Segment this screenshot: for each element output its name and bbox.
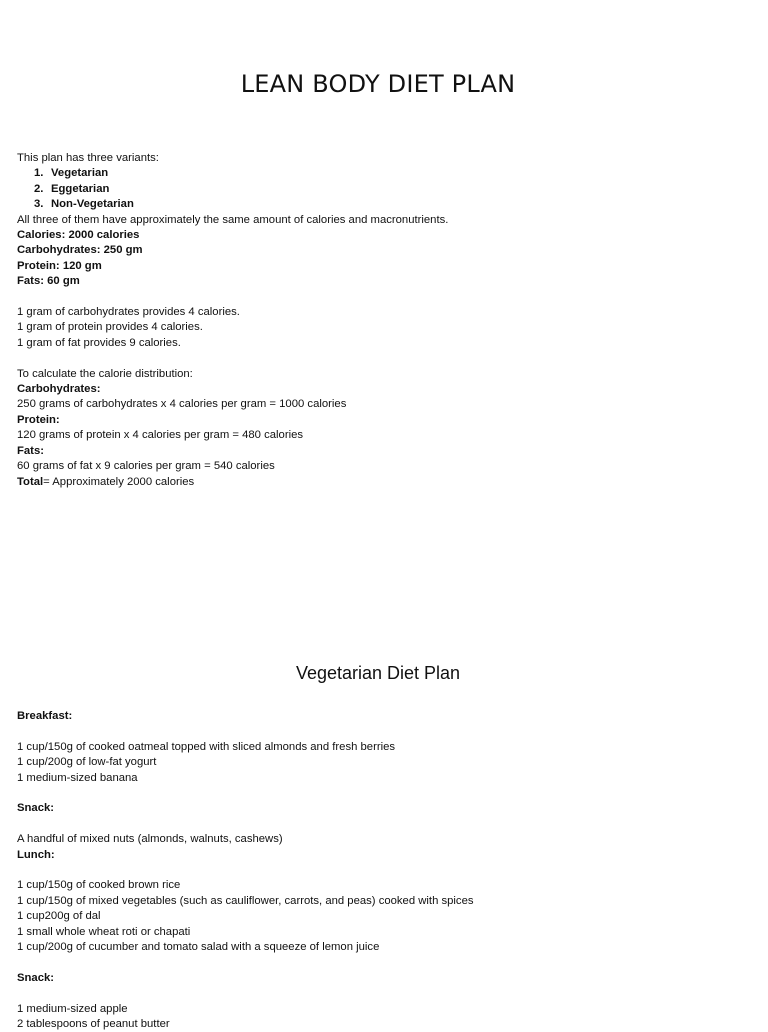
snack-label: Snack:	[17, 971, 55, 984]
list-item: 3. Non-Vegetarian	[34, 198, 134, 211]
carb-calc: 250 grams of carbohydrates x 4 calories per gram = 1000 calories	[17, 398, 347, 411]
per-gram-line: 1 gram of carbohydrates provides 4 calories.	[17, 306, 240, 319]
protein-calc: 120 grams of protein x 4 calories per gram = 480 calories	[17, 429, 304, 442]
fats-label: Fats:	[17, 444, 44, 457]
list-item: 2 tablespoons of peanut butter	[17, 1018, 170, 1031]
protein-line: Protein: 120 gm	[17, 259, 102, 272]
veg-plan-section	[17, 709, 747, 1032]
list-item: 2. Eggetarian	[34, 182, 110, 195]
fats-calc: 60 grams of fat x 9 calories per gram = 540 calories	[17, 460, 275, 473]
per-gram-line: 1 gram of protein provides 4 calories.	[17, 321, 203, 334]
snack-label: Snack:	[17, 802, 55, 815]
calories-line: Calories: 2000 calories	[17, 229, 140, 242]
page-title: LEAN BODY DIET PLAN	[240, 70, 516, 98]
carb-label: Carbohydrates:	[17, 383, 101, 396]
list-item: 1 cup/150g of cooked oatmeal topped with sliced almonds and fresh berries	[17, 740, 396, 753]
list-item: 1 medium-sized apple	[17, 1002, 128, 1015]
list-item: 1 cup/150g of cooked brown rice	[17, 879, 181, 892]
list-item: A handful of mixed nuts (almonds, walnuts, cashews)	[17, 833, 283, 846]
total-label: Total	[17, 475, 44, 488]
intro-text: This plan has three variants:	[17, 152, 159, 164]
list-item: 1 cup/150g of mixed vegetables (such as cauliflower, carrots, and peas) cooked with spices	[17, 894, 474, 907]
list-item: 1 cup/200g of cucumber and tomato salad with a squeeze of lemon juice	[17, 941, 380, 954]
overview-section	[17, 151, 747, 490]
total-value: = Approximately 2000 calories	[43, 475, 195, 488]
list-item: 1 medium-sized banana	[17, 771, 138, 784]
veg-plan-title: Vegetarian Diet Plan	[295, 663, 461, 683]
list-item: 1 cup/200g of low-fat yogurt	[17, 756, 157, 769]
per-gram-line: 1 gram of fat provides 9 calories.	[17, 336, 181, 349]
list-item: 1 cup200g of dal	[17, 910, 101, 923]
list-item: 1 small whole wheat roti or chapati	[17, 925, 191, 938]
distribution-intro: To calculate the calorie distribution:	[17, 367, 193, 380]
variants-list	[17, 166, 747, 212]
fats-line: Fats: 60 gm	[17, 275, 80, 288]
lunch-label: Lunch:	[17, 848, 55, 861]
total-line	[17, 475, 747, 490]
breakfast-label: Breakfast:	[17, 710, 73, 722]
carbohydrates-line: Carbohydrates: 250 gm	[17, 244, 143, 257]
list-item: 1. Vegetarian	[34, 167, 109, 180]
same-amount-text: All three of them have approximately the same amount of calories and macronutrients.	[17, 213, 449, 226]
protein-label: Protein:	[17, 413, 60, 426]
